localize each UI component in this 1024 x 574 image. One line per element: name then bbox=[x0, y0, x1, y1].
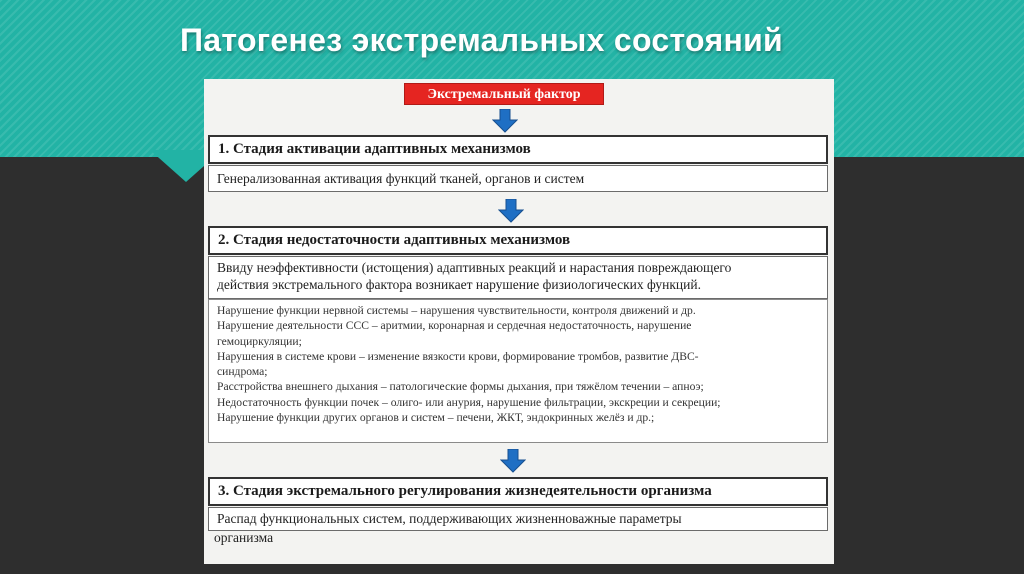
stage-2-description-line: действия экстремального фактора возникает нарушение физиологических функций. bbox=[217, 277, 701, 292]
slide-title: Патогенез экстремальных состояний bbox=[180, 22, 784, 58]
down-arrow-icon bbox=[498, 199, 524, 223]
stage-2-disorders-list bbox=[208, 299, 828, 443]
stage-2-description bbox=[208, 256, 828, 299]
stage-3-title: 3. Стадия экстремального регулирования жизнедеятельности организма bbox=[208, 477, 828, 506]
extreme-factor-box: Экстремальный фактор bbox=[404, 83, 604, 105]
list-item: синдрома; bbox=[217, 365, 268, 379]
list-item: Нарушение функции других органов и систем – печени, ЖКТ, эндокринных желёз и др.; bbox=[217, 411, 655, 425]
list-item: Нарушение деятельности ССС – аритмии, коронарная и сердечная недостаточность, нарушение bbox=[217, 319, 692, 333]
list-item: Нарушение функции нервной системы – нарушения чувствительности, контроля движений и др. bbox=[217, 304, 696, 317]
down-arrow-icon bbox=[500, 449, 526, 473]
stage-3-description-continuation: организма bbox=[214, 530, 274, 545]
down-arrow-icon bbox=[492, 109, 518, 133]
list-item: Расстройства внешнего дыхания – патологические формы дыхания, при тяжёлом течении – апноэ; bbox=[217, 380, 704, 394]
list-item: гемоциркуляции; bbox=[217, 334, 302, 348]
diagram-panel bbox=[204, 79, 834, 564]
stage-3-description: Распад функциональных систем, поддерживающих жизненноважные параметры bbox=[208, 507, 828, 531]
stage-2-title: 2. Стадия недостаточности адаптивных механизмов bbox=[208, 226, 828, 255]
list-item: Недостаточность функции почек – олиго- или анурия, нарушение фильтрации, экскреции и секреции; bbox=[217, 395, 721, 409]
list-item: Нарушения в системе крови – изменение вязкости крови, формирование тромбов, развитие ДВС- bbox=[217, 349, 699, 363]
stage-1-title: 1. Стадия активации адаптивных механизмов bbox=[208, 135, 828, 164]
stage-1-description: Генерализованная активация функций тканей, органов и систем bbox=[208, 165, 828, 192]
stage-2-description-line: Ввиду неэффективности (истощения) адаптивных реакций и нарастания повреждающего bbox=[217, 260, 732, 275]
